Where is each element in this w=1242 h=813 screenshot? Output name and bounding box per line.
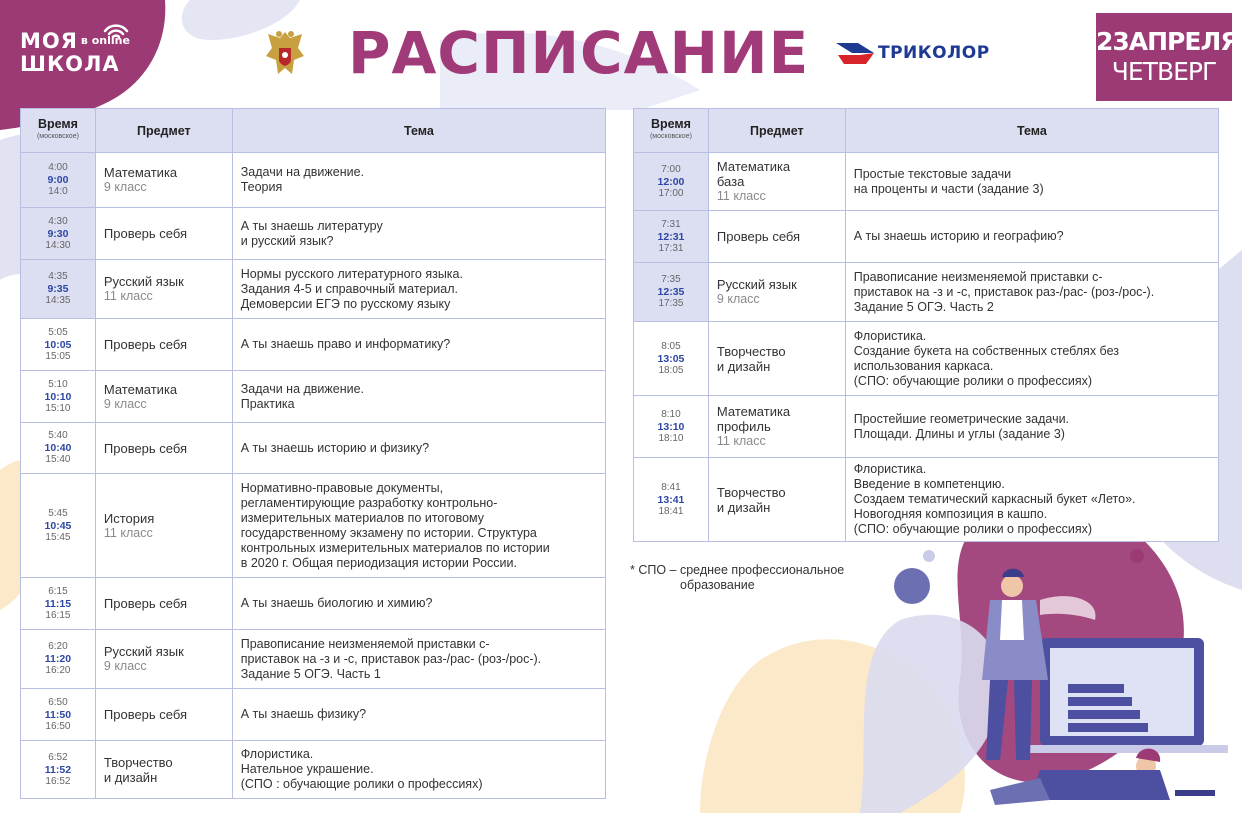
- time-local: 6:50: [48, 696, 68, 708]
- topic-line: измерительных материалов по итоговому: [240, 510, 485, 525]
- topic-cell: [232, 578, 605, 630]
- date-box: [1096, 13, 1239, 101]
- topic-line: Задание 5 ОГЭ. Часть 2: [853, 299, 994, 314]
- topic-line: регламентирующие разработку контрольно-: [240, 495, 498, 510]
- topic-line: Простые текстовые задачи: [853, 166, 1012, 181]
- table-row: [634, 153, 1219, 211]
- footnote-line2: образование: [680, 578, 755, 592]
- subject-grade: 11 класс: [716, 434, 766, 448]
- header-subject: Предмет: [708, 109, 845, 153]
- time-local: 15:10: [45, 402, 71, 414]
- time-moscow: 11:50: [44, 708, 72, 721]
- time-local: 14:35: [45, 295, 71, 306]
- subject-cell: [708, 263, 845, 322]
- table-row: [21, 578, 606, 630]
- time-cell: [634, 322, 709, 396]
- time-cell: [21, 689, 96, 741]
- subject-cell: [95, 474, 232, 578]
- time-moscow: 10:40: [44, 442, 72, 454]
- table-row: [634, 396, 1219, 458]
- time-local: 16:50: [45, 720, 71, 732]
- subject-cell: [95, 630, 232, 689]
- time-local: 14:30: [45, 239, 71, 251]
- header-topic: Тема: [232, 109, 605, 153]
- time-local: 4:35: [48, 271, 68, 282]
- time-local: 5:05: [48, 326, 68, 338]
- time-cell: [21, 319, 96, 371]
- time-cell: [634, 153, 709, 211]
- time-cell: [634, 211, 709, 263]
- subject-cell: [95, 260, 232, 319]
- subject-name: Русский язык: [103, 274, 184, 289]
- subject-cell: [95, 153, 232, 208]
- subject-cell: [95, 689, 232, 741]
- time-local: 6:20: [48, 641, 68, 652]
- time-local: 15:05: [45, 350, 71, 362]
- table-header-row: [21, 109, 606, 153]
- time-cell: [21, 260, 96, 319]
- table-row: [21, 319, 606, 371]
- time-moscow: 10:05: [44, 338, 72, 351]
- time-local: 16:52: [45, 775, 71, 787]
- time-cell: [634, 263, 709, 322]
- subject-name: Проверь себя: [103, 337, 188, 352]
- topic-line: Правописание неизменяемой приставки с-: [240, 636, 490, 651]
- topic-line: Простейшие геометрические задачи.: [853, 411, 1070, 426]
- tricolor-logo: [836, 40, 990, 66]
- topic-line: Площади. Длины и углы (задание 3): [853, 426, 1065, 441]
- time-moscow: 13:05: [657, 352, 685, 365]
- topic-cell: [232, 371, 605, 423]
- subject-name: Русский язык: [103, 644, 184, 659]
- time-local: 4:30: [48, 215, 68, 227]
- time-local: 5:10: [48, 378, 68, 390]
- time-local: 15:45: [45, 531, 71, 543]
- time-cell: [21, 153, 96, 208]
- subject-cell: [95, 423, 232, 474]
- topic-cell: [232, 630, 605, 689]
- topic-cell: [845, 211, 1218, 263]
- topic-cell: [232, 153, 605, 208]
- topic-line: использования каркаса.: [853, 358, 994, 373]
- wifi-icon: [102, 22, 130, 40]
- subject-name: Математика: [103, 165, 178, 180]
- topic-line: А ты знаешь историю и географию?: [853, 229, 1064, 243]
- table-row: [634, 458, 1219, 542]
- table-row: [21, 474, 606, 578]
- subject-name: Математика база: [716, 159, 791, 189]
- time-cell: [634, 396, 709, 458]
- topic-line: (СПО: обучающие ролики о профессиях): [853, 373, 1093, 388]
- subject-name: Математика: [103, 381, 178, 397]
- topic-line: Задачи на движение.: [240, 165, 365, 179]
- time-local: 5:45: [48, 507, 68, 519]
- schedule-table-left: [20, 108, 606, 799]
- topic-cell: [232, 689, 605, 741]
- subject-grade: 11 класс: [103, 289, 153, 303]
- topic-line: государственному экзамену по истории. Структура: [240, 525, 537, 540]
- topic-cell: [232, 260, 605, 319]
- topic-line: А ты знаешь историю и физику?: [240, 440, 430, 455]
- schedule-body-left: [21, 153, 606, 799]
- subject-cell: [95, 319, 232, 371]
- topic-line: Нормативно-правовые документы,: [240, 480, 444, 495]
- time-local: 15:40: [45, 454, 71, 465]
- subject-name: Математика профиль: [716, 404, 791, 434]
- time-moscow: 9:00: [47, 174, 69, 186]
- table-row: [21, 260, 606, 319]
- topic-line: Демоверсии ЕГЭ по русскому языку: [240, 296, 451, 311]
- time-cell: [21, 630, 96, 689]
- subject-cell: [95, 741, 232, 799]
- topic-line: А ты знаешь биологию и химию?: [240, 596, 433, 610]
- time-cell: [21, 474, 96, 578]
- table-row: [634, 211, 1219, 263]
- topic-cell: [845, 153, 1218, 211]
- footnote: [630, 563, 844, 593]
- time-moscow: 13:41: [657, 493, 685, 506]
- footnote-line1: * СПО – среднее профессиональное: [630, 563, 845, 577]
- topic-line: Задачи на движение.: [240, 381, 365, 396]
- subject-name: Творчество и дизайн: [716, 484, 786, 515]
- topic-cell: [232, 474, 605, 578]
- time-local: 8:05: [661, 340, 681, 352]
- time-local: 17:31: [658, 242, 684, 254]
- date-weekday: ЧЕТВЕРГ: [1111, 57, 1217, 86]
- time-cell: [21, 741, 96, 799]
- topic-line: в 2020 г. Общая периодизация истории России.: [240, 555, 517, 570]
- coat-of-arms-icon: [262, 28, 308, 80]
- time-local: 6:52: [48, 751, 68, 763]
- topic-line: Флористика.: [240, 747, 314, 761]
- topic-line: Нормы русского литературного языка.: [240, 266, 463, 281]
- date-day: 23АПРЕЛЯ: [1096, 27, 1239, 56]
- table-row: [634, 263, 1219, 322]
- topic-line: А ты знаешь литературу: [240, 218, 383, 233]
- subject-name: Русский язык: [716, 277, 797, 292]
- time-local: 7:00: [661, 163, 681, 175]
- topic-cell: [232, 423, 605, 474]
- subject-grade: 9 класс: [103, 396, 147, 411]
- time-local: 17:00: [658, 187, 684, 199]
- topic-line: Новогодняя композиция в кашпо.: [853, 507, 1048, 521]
- time-moscow: 10:45: [44, 519, 72, 532]
- topic-line: Практика: [240, 396, 295, 411]
- time-local: 17:35: [658, 298, 684, 309]
- time-moscow: 13:10: [657, 420, 685, 433]
- time-moscow: 11:52: [44, 763, 72, 776]
- topic-line: и русский язык?: [240, 233, 334, 248]
- topic-cell: [845, 322, 1218, 396]
- subject-grade: 9 класс: [103, 180, 147, 194]
- time-local: 7:31: [661, 218, 681, 230]
- topic-line: А ты знаешь право и информатику?: [240, 337, 451, 351]
- time-local: 7:35: [661, 274, 681, 285]
- header-time: Время (московское): [634, 109, 709, 153]
- time-moscow: 9:35: [47, 283, 69, 295]
- topic-line: Задания 4-5 и справочный материал.: [240, 281, 459, 296]
- time-local: 4:00: [48, 162, 68, 173]
- time-moscow: 12:31: [657, 230, 685, 243]
- table-row: [21, 208, 606, 260]
- tricolor-logo-icon: [836, 40, 876, 66]
- time-cell: [21, 208, 96, 260]
- table-row: [21, 371, 606, 423]
- subject-cell: [708, 396, 845, 458]
- subject-grade: 9 класс: [103, 659, 147, 673]
- subject-name: Творчество и дизайн: [103, 754, 173, 785]
- topic-cell: [845, 458, 1218, 542]
- topic-line: (СПО: обучающие ролики о профессиях): [853, 522, 1093, 536]
- topic-line: приставок на -з и -с, приставок раз-/рас- (роз-/рос-).: [240, 651, 542, 666]
- logo-line2: ШКОЛА: [20, 52, 120, 76]
- topic-cell: [232, 208, 605, 260]
- subject-cell: [708, 458, 845, 542]
- subject-name: История: [103, 510, 155, 526]
- time-moscow: 12:00: [657, 175, 685, 188]
- topic-cell: [232, 741, 605, 799]
- subject-grade: 11 класс: [716, 189, 766, 203]
- topic-line: на проценты и части (задание 3): [853, 181, 1044, 196]
- topic-line: Правописание неизменяемой приставки с-: [853, 269, 1103, 284]
- subject-grade: 9 класс: [716, 292, 760, 306]
- time-moscow: 9:30: [47, 227, 69, 240]
- header-topic: Тема: [845, 109, 1218, 153]
- time-moscow: 12:35: [657, 286, 685, 298]
- topic-line: контрольных измерительных материалов по истории: [240, 540, 550, 555]
- table-row: [21, 630, 606, 689]
- subject-name: Проверь себя: [103, 707, 188, 722]
- topic-line: Создание букета на собственных стеблях без: [853, 343, 1119, 358]
- topic-line: Флористика.: [853, 462, 927, 476]
- topic-cell: [232, 319, 605, 371]
- topic-cell: [845, 263, 1218, 322]
- topic-cell: [845, 396, 1218, 458]
- topic-line: Флористика.: [853, 328, 927, 343]
- time-local: 8:10: [661, 408, 681, 420]
- topic-line: А ты знаешь физику?: [240, 707, 367, 721]
- time-local: 18:41: [658, 505, 684, 517]
- time-local: 18:10: [658, 432, 684, 444]
- topic-line: Теория: [240, 180, 283, 194]
- table-row: [21, 423, 606, 474]
- time-local: 6:15: [48, 585, 68, 597]
- logo-online: в online: [80, 34, 130, 47]
- table-row: [21, 689, 606, 741]
- subject-cell: [708, 211, 845, 263]
- time-local: 14:0: [48, 186, 68, 197]
- topic-line: Введение в компетенцию.: [853, 477, 1005, 491]
- time-local: 8:41: [661, 481, 681, 493]
- subject-cell: [708, 153, 845, 211]
- table-row: [21, 741, 606, 799]
- subject-name: Творчество и дизайн: [716, 343, 786, 374]
- time-moscow: 11:15: [44, 597, 72, 610]
- table-row: [21, 153, 606, 208]
- time-local: 18:05: [658, 364, 684, 376]
- subject-cell: [708, 322, 845, 396]
- header-time: Время (московское): [21, 109, 96, 153]
- subject-cell: [95, 578, 232, 630]
- time-cell: [21, 578, 96, 630]
- logo-line1: МОЯ: [20, 29, 78, 53]
- subject-name: Проверь себя: [103, 440, 188, 456]
- subject-cell: [95, 208, 232, 260]
- tricolor-name: ТРИКОЛОР: [878, 43, 990, 63]
- topic-line: Создаем тематический каркасный букет «Лето».: [853, 492, 1136, 506]
- time-local: 5:40: [48, 430, 68, 441]
- page-title: РАСПИСАНИЕ: [348, 19, 810, 87]
- time-cell: [21, 371, 96, 423]
- time-local: 16:20: [45, 665, 71, 676]
- subject-name: Проверь себя: [716, 229, 801, 244]
- schedule-table-right: [633, 108, 1219, 542]
- topic-line: приставок на -з и -с, приставок раз-/рас- (роз-/рос-).: [853, 284, 1155, 299]
- subject-name: Проверь себя: [103, 226, 188, 241]
- subject-name: Проверь себя: [103, 596, 188, 611]
- topic-line: Задание 5 ОГЭ. Часть 1: [240, 666, 381, 681]
- table-header-row: [634, 109, 1219, 153]
- header-subject: Предмет: [95, 109, 232, 153]
- schedule-body-right: [634, 153, 1219, 542]
- time-moscow: 11:20: [44, 653, 72, 665]
- time-cell: [21, 423, 96, 474]
- table-row: [634, 322, 1219, 396]
- time-local: 16:15: [45, 609, 71, 621]
- subject-cell: [95, 371, 232, 423]
- time-moscow: 10:10: [44, 390, 72, 403]
- time-cell: [634, 458, 709, 542]
- topic-line: Нательное украшение.: [240, 762, 374, 776]
- subject-grade: 11 класс: [103, 525, 153, 540]
- topic-line: (СПО : обучающие ролики о профессиях): [240, 777, 483, 791]
